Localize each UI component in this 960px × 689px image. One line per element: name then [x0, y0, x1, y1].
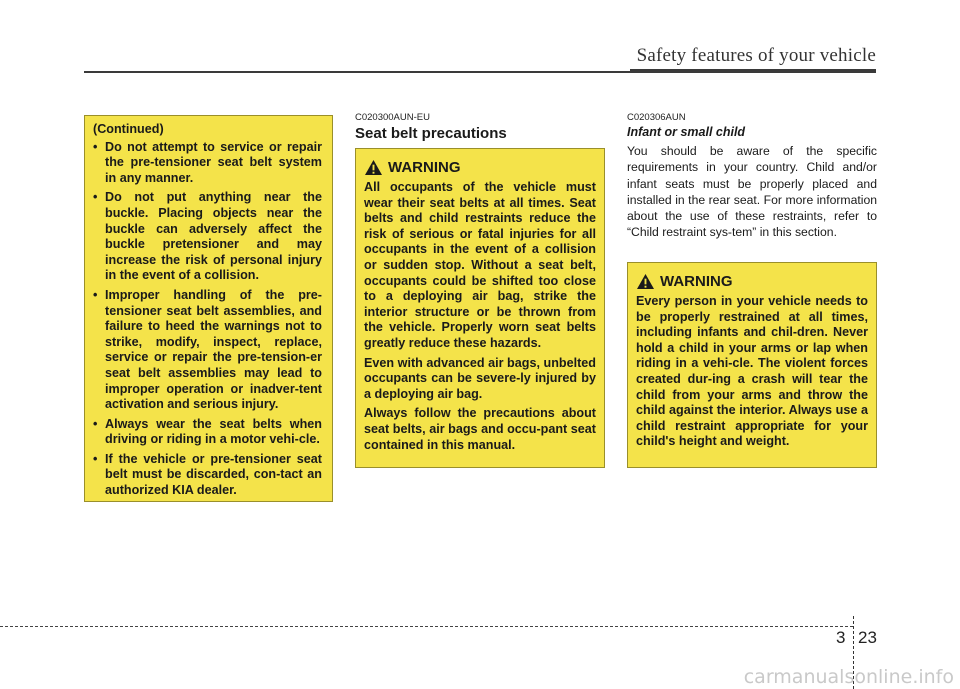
section-title: Seat belt precautions: [355, 125, 507, 142]
body-paragraph: You should be aware of the specific requirements in your country. Child and/or infant seats must be properly placed and installed in the rear seat. For more information about the use of these restraints, refer to “Child restraint sys-tem” in this section.: [627, 144, 877, 240]
section-code: C020300AUN-EU: [355, 112, 430, 123]
warning-header: [636, 273, 868, 290]
section-code: C020306AUN: [627, 112, 686, 123]
continued-warning-box: [84, 115, 333, 502]
watermark: carmanualsonline.info: [743, 666, 954, 688]
header-rule-accent: [630, 69, 876, 73]
subsection-title: Infant or small child: [627, 125, 746, 139]
list-item: • Improper handling of the pre-tensioner seat belt assemblies, and failure to heed the warnings not to strike, modify, inspect, replace, service or repair the pre-tension-er seat belt assemblies may lead to improper operation or inadver-tent activation and serious injury.: [93, 288, 322, 413]
footer-rule: [0, 626, 853, 627]
seat-belt-warning-box: [355, 148, 605, 468]
warning-triangle-icon: [636, 273, 655, 290]
warning-paragraph: Even with advanced air bags, unbelted occupants can be severe-ly injured by a deploying air bag.: [364, 355, 596, 401]
warning-triangle-icon: [364, 159, 383, 176]
child-warning-box: [627, 262, 877, 468]
warning-label: WARNING: [388, 158, 461, 176]
warning-paragraph: Every person in your vehicle needs to be properly restrained at all times, including infants and chil-dren. Never hold a child in your arms or lap when riding in a vehi-cle. The violent forces created dur-ing a crash will tear the child from your arms and throw the child against the interior. Always use a child restraint appropriate for your child's height and weight.: [636, 294, 868, 449]
warning-label: WARNING: [660, 272, 733, 290]
page-number: 23: [858, 628, 877, 647]
warning-header: [364, 159, 596, 176]
continued-label: (Continued): [93, 122, 164, 136]
list-item: • If the vehicle or pre-tensioner seat belt must be discarded, con-tact an authorized KIA dealer.: [93, 452, 322, 499]
list-item: • Do not attempt to service or repair the pre-tensioner seat belt system in any manner.: [93, 140, 322, 187]
continued-list: [93, 140, 322, 499]
list-item: • Do not put anything near the buckle. Placing objects near the buckle can adversely affect the buckle pretensioner and may increase the risk of personal injury in the event of a collision.: [93, 190, 322, 284]
chapter-number: 3: [836, 628, 846, 647]
list-item: • Always wear the seat belts when driving or riding in a motor vehi-cle.: [93, 417, 322, 448]
warning-paragraph: Always follow the precautions about seat belts, air bags and occu-pant seat contained in this manual.: [364, 406, 596, 452]
running-header: Safety features of your vehicle: [636, 45, 876, 66]
warning-paragraph: All occupants of the vehicle must wear their seat belts at all times. Seat belts and child restraints reduce the risk of serious or fatal injuries for all occupants in the event of a collision or sudden stop. Without a seat belt, occupants could be shifted too close to a deploying air bag, strike the interior structure or be thrown from the vehicle. Properly worn seat belts greatly reduce these hazards.: [364, 180, 596, 350]
